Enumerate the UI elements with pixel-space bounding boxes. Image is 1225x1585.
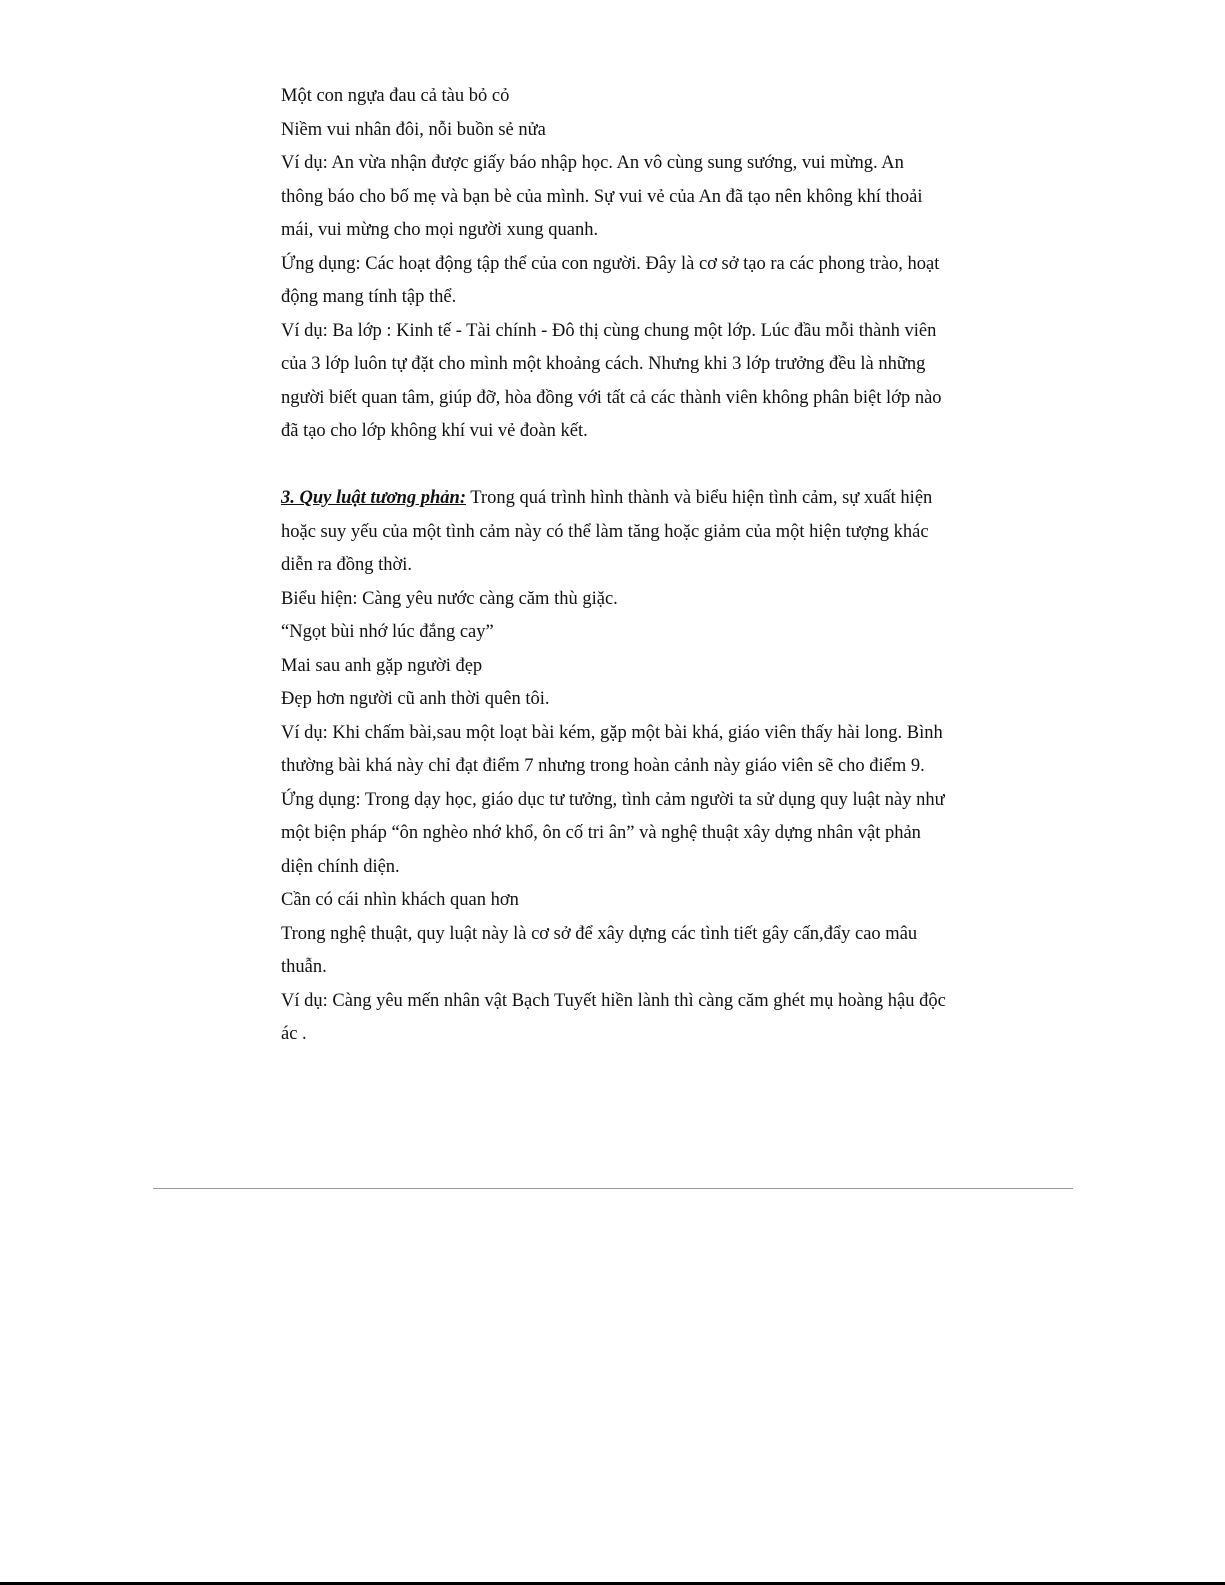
text-line: Một con ngựa đau cả tàu bỏ cỏ: [281, 86, 510, 106]
text-line: người biết quan tâm, giúp đỡ, hòa đồng với tất cả các thành viên không phân biệt lớp nào: [281, 387, 942, 408]
text-line: diện chính diện.: [281, 856, 400, 877]
page-divider: [153, 1188, 1073, 1189]
section-intro-text: Trong quá trình hình thành và biểu hiện tình cảm, sự xuất hiện: [465, 488, 933, 508]
text-line: Ứng dụng: Các hoạt động tập thể của con người. Đây là cơ sở tạo ra các phong trào, hoạt: [281, 253, 940, 274]
text-line: mái, vui mừng cho mọi người xung quanh.: [281, 220, 599, 240]
text-line: động mang tính tập thể.: [281, 287, 457, 307]
text-line: Trong nghệ thuật, quy luật này là cơ sở để xây dựng các tình tiết gây cấn,đẩy cao mâu: [281, 923, 918, 944]
text-line: thường bài khá này chỉ đạt điểm 7 nhưng trong hoàn cảnh này giáo viên sẽ cho điểm 9.: [281, 756, 925, 776]
text-line: Biểu hiện: Càng yêu nước càng căm thù giặc.: [281, 588, 618, 609]
text-line: đã tạo cho lớp không khí vui vẻ đoàn kết.: [281, 421, 588, 441]
text-line: Ứng dụng: Trong dạy học, giáo dục tư tưởng, tình cảm người ta sử dụng quy luật này như: [281, 789, 945, 810]
text-line: Ví dụ: Khi chấm bài,sau một loạt bài kém, gặp một bài khá, giáo viên thấy hài long. Bình: [281, 722, 943, 743]
section-contrast-law: [281, 482, 1001, 1052]
paragraph-examples: [281, 80, 1001, 449]
text-line: ác .: [281, 1024, 307, 1044]
document-body: [281, 80, 1001, 1052]
text-line: hoặc suy yếu của một tình cảm này có thể làm tăng hoặc giảm của một hiện tượng khác: [281, 521, 929, 542]
text-line: “Ngọt bùi nhớ lúc đắng cay”: [281, 622, 494, 642]
text-line: Cần có cái nhìn khách quan hơn: [281, 890, 519, 910]
text-line: thông báo cho bố mẹ và bạn bè của mình. Sự vui vẻ của An đã tạo nên không khí thoải: [281, 186, 923, 207]
text-line: Niềm vui nhân đôi, nỗi buồn sẻ nửa: [281, 119, 546, 140]
text-line: diễn ra đồng thời.: [281, 555, 413, 575]
text-line: Ví dụ: Ba lớp : Kinh tế - Tài chính - Đô thị cùng chung một lớp. Lúc đầu mỗi thành viên: [281, 320, 937, 341]
text-line: Ví dụ: An vừa nhận được giấy báo nhập học. An vô cùng sung sướng, vui mừng. An: [281, 153, 904, 173]
text-line: thuẫn.: [281, 957, 327, 977]
text-line: Ví dụ: Càng yêu mến nhân vật Bạch Tuyết hiền lành thì càng căm ghét mụ hoàng hậu độc: [281, 990, 946, 1011]
text-line: của 3 lớp luôn tự đặt cho mình một khoảng cách. Nhưng khi 3 lớp trưởng đều là những: [281, 354, 926, 374]
text-line: Mai sau anh gặp người đẹp: [281, 655, 483, 676]
text-line: Đẹp hơn người cũ anh thời quên tôi.: [281, 689, 550, 709]
section-first-line: [281, 482, 1001, 516]
section-heading: 3. Quy luật tương phản:: [281, 488, 466, 508]
text-line: một biện pháp “ôn nghèo nhớ khổ, ôn cố tri ân” và nghệ thuật xây dựng nhân vật phản: [281, 823, 921, 843]
paragraph-gap: [281, 449, 1001, 483]
